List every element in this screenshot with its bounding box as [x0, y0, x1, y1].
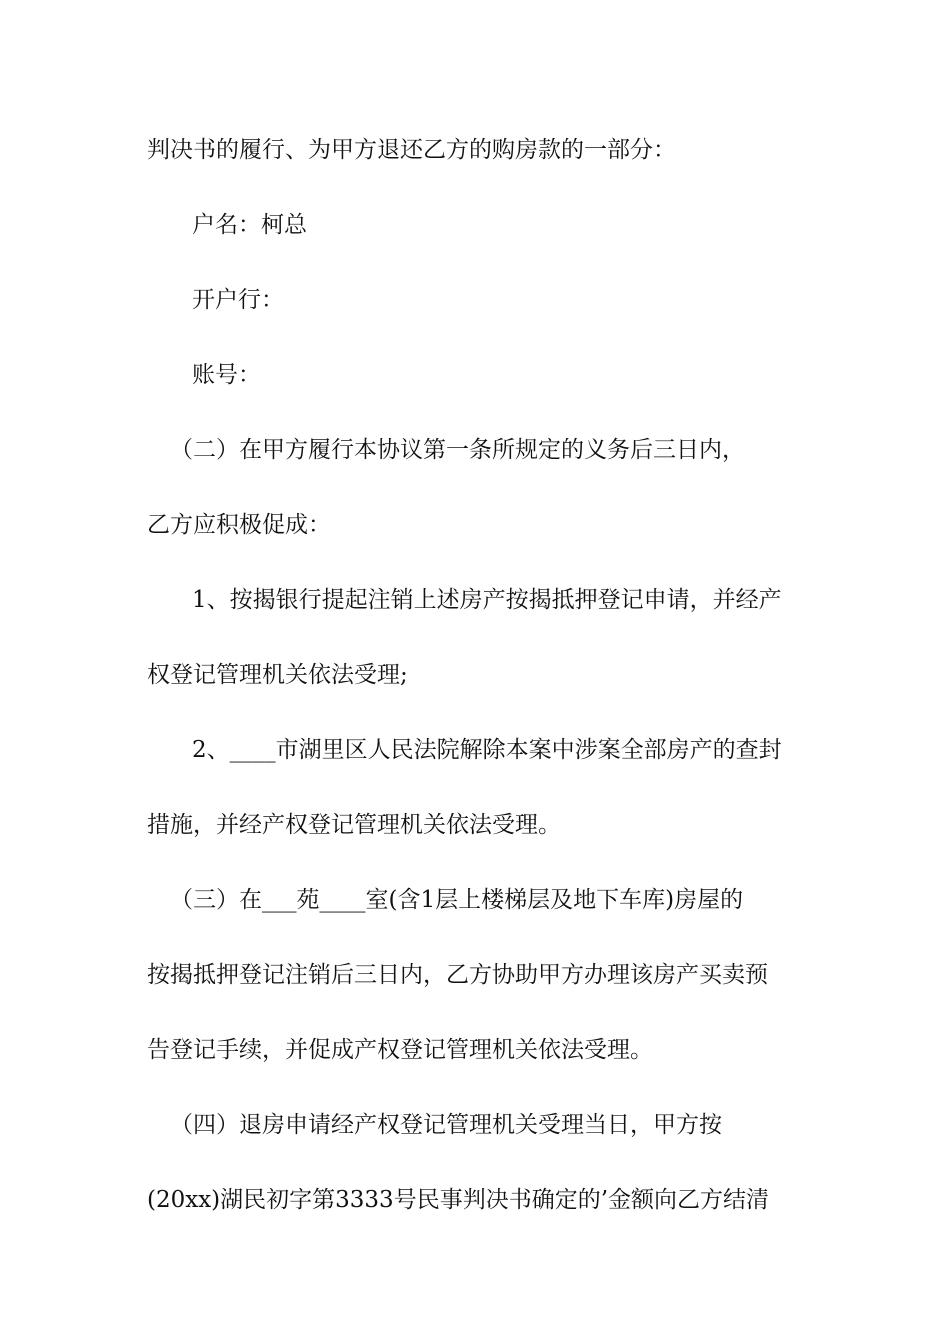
- clause-three-heading: （三）在___苑____室(含1层上楼梯层及地下车库)房屋的: [170, 887, 744, 913]
- text-line: (20xx)湖民初字第3333号民事判决书确定的’金额向乙方结清: [147, 1187, 769, 1213]
- text-line: 判决书的履行、为甲方退还乙方的购房款的一部分：: [147, 137, 676, 163]
- clause-two-heading: （二）在甲方履行本协议第一条所规定的义务后三日内，: [170, 437, 745, 463]
- account-name-line: 户名：柯总: [192, 212, 307, 238]
- item-two-line: 2、____市湖里区人民法院解除本案中涉案全部房产的查封: [192, 737, 782, 763]
- clause-four-heading: （四）退房申请经产权登记管理机关受理当日，甲方按: [170, 1112, 722, 1138]
- item-one-line: 1、按揭银行提起注销上述房产按揭抵押登记申请，并经产: [192, 587, 782, 613]
- text-line: 按揭抵押登记注销后三日内，乙方协助甲方办理该房产买卖预: [147, 962, 768, 988]
- bank-line: 开户行：: [192, 287, 284, 313]
- account-number-line: 账号：: [192, 362, 261, 388]
- text-line: 乙方应积极促成：: [147, 512, 331, 538]
- text-line: 告登记手续，并促成产权登记管理机关依法受理。: [147, 1037, 653, 1063]
- text-line: 权登记管理机关依法受理;: [147, 662, 408, 688]
- text-line: 措施，并经产权登记管理机关依法受理。: [147, 812, 561, 838]
